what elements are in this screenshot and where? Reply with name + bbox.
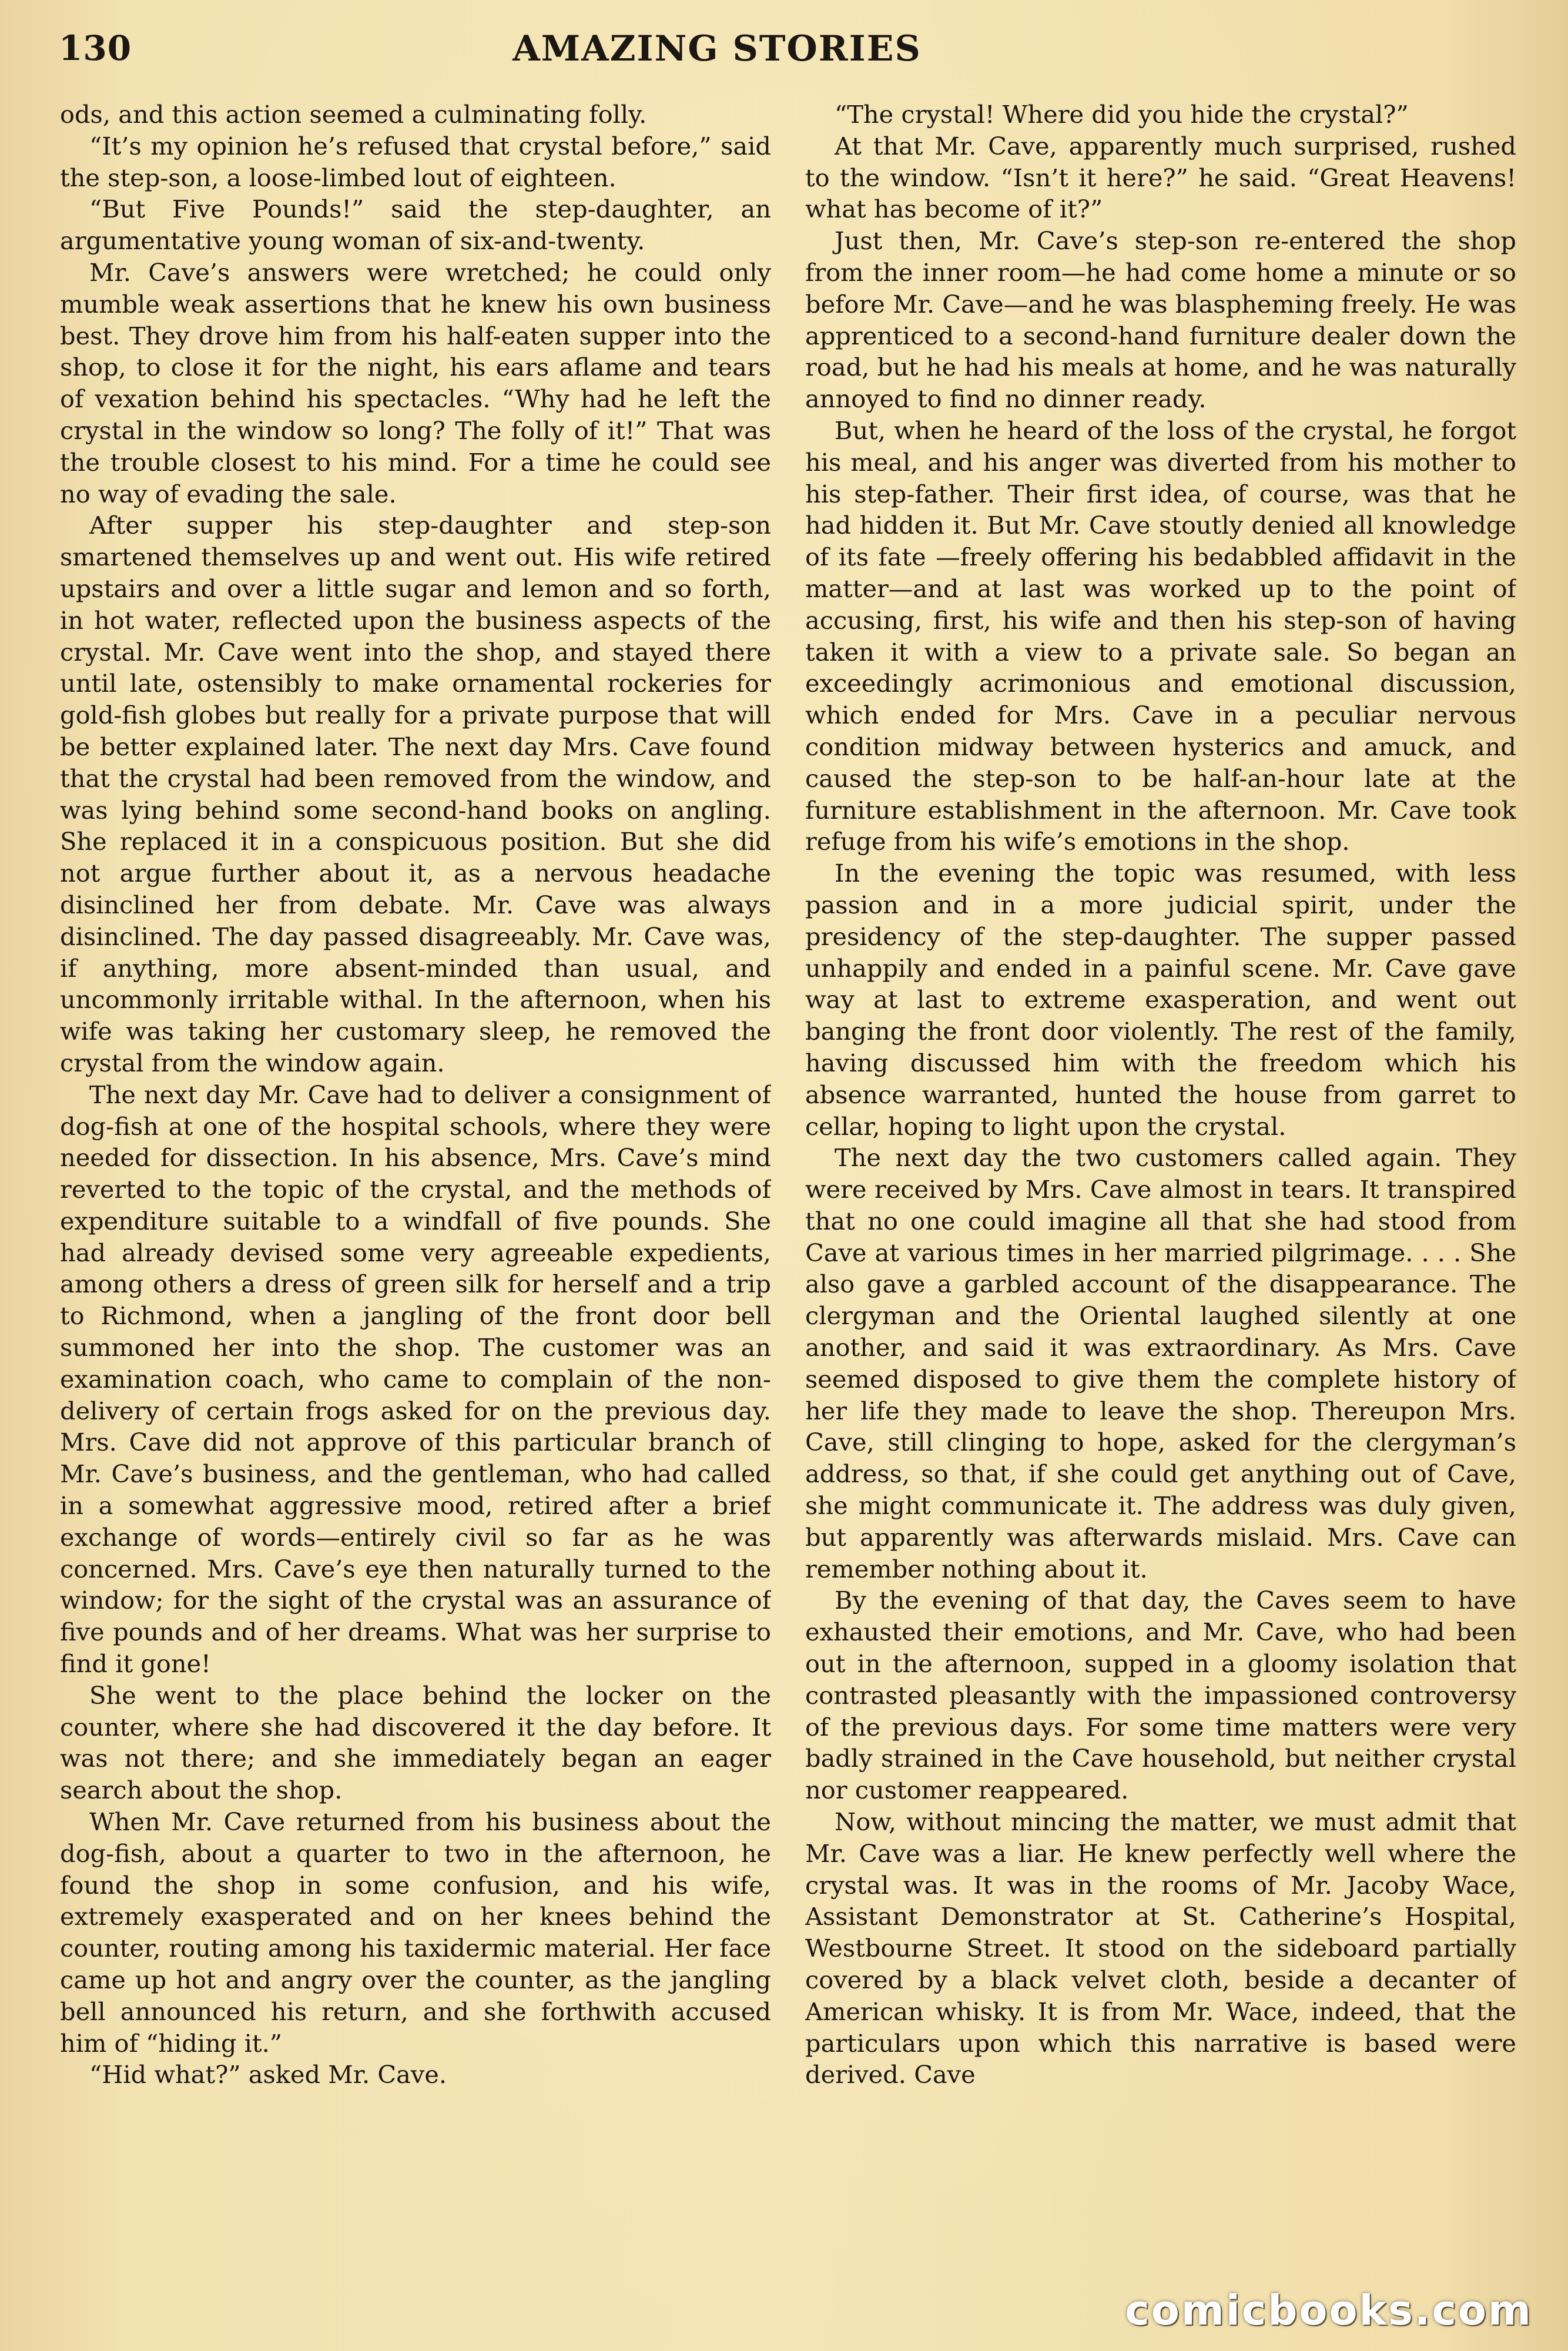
paragraph: Mr. Cave’s answers were wretched; he could only mumble weak assertions that he knew his own business best. They drove him from his half-eaten supper into the shop, to close it for the night, his ears aflame and tears of vexation behind his spectacles. “Why had he left the crystal in the window so long? The folly of it!” That was the trouble closest to his mind. For a time he could see no way of evading the sale. bbox=[60, 257, 771, 508]
page-number: 130 bbox=[59, 28, 132, 68]
paragraph: In the evening the topic was resumed, with less passion and in a more judicial spirit, under the presidency of the step-daughter. The supper passed unhappily and ended in a painful scene. Mr. Cave gave way at last to extreme exasperation, and went out banging the front door violently. The rest of the family, having discussed him with the freedom which his absence warranted, hunted the house from garret to cellar, hoping to light upon the crystal. bbox=[805, 859, 1516, 1141]
paragraph: “But Five Pounds!” said the step-daughter, an argumentative young woman of six-and-twenty. bbox=[60, 195, 771, 256]
paragraph: “It’s my opinion he’s refused that crystal before,” said the step-son, a loose-limbed lout of eighteen. bbox=[60, 131, 771, 192]
page-header bbox=[59, 28, 1375, 81]
paragraph: “Hid what?” asked Mr. Cave. bbox=[89, 2060, 447, 2089]
paragraph: At that Mr. Cave, apparently much surprised, rushed to the window. “Isn’t it here?” he said. “Great Heavens! what has become of it?” bbox=[805, 131, 1516, 224]
left-column bbox=[60, 99, 771, 2285]
paragraph: The next day Mr. Cave had to deliver a consignment of dog-fish at one of the hospital schools, where they were needed for dissection. In his absence, Mrs. Cave’s mind reverted to the topic of the crystal, and the methods of expenditure suitable to a windfall of five pounds. She had already devised some very agreeable expedients, among others a dress of green silk for herself and a trip to Richmond, when a jangling of the front door bell summoned her into the shop. The customer was an examination coach, who came to complain of the non-delivery of certain frogs asked for on the previous day. Mrs. Cave did not approve of this particular branch of Mr. Cave’s business, and the gentleman, who had called in a somewhat aggressive mood, retired after a brief exchange of words—entirely civil so far as he was concerned. Mrs. Cave’s eye then naturally turned to the window; for the sight of the crystal was an assurance of five pounds and of her dreams. What was her surprise to find it gone! bbox=[60, 1080, 771, 1679]
watermark: comicbooks.com bbox=[1125, 2286, 1533, 2335]
paragraph: Just then, Mr. Cave’s step-son re-entered the shop from the inner room—he had come home a minute or so before Mr. Cave—and he was blaspheming freely. He was apprenticed to a second-hand furniture dealer down the road, but he had his meals at home, and he was naturally annoyed to find no dinner ready. bbox=[805, 226, 1516, 414]
paragraph: By the evening of that day, the Caves seem to have exhausted their emotions, and Mr. Cave, who had been out in the afternoon, supped in a gloomy isolation that contrasted pleasantly with the impassioned controversy of the previous days. For some time matters were very badly strained in the Cave household, but neither crystal nor customer reappeared. bbox=[805, 1586, 1516, 1805]
right-column bbox=[805, 99, 1516, 2285]
paragraph: The next day the two customers called again. They were received by Mrs. Cave almost in tears. It transpired that no one could imagine all that she had stood from Cave at various times in her married pilgrimage. . . . She also gave a garbled account of the disappearance. The clergyman and the Oriental laughed silently at one another, and said it was extraordinary. As Mrs. Cave seemed disposed to give them the complete history of her life they made to leave the shop. Thereupon Mrs. Cave, still clinging to hope, asked for the clergyman’s address, so that, if she could get anything out of Cave, she might communicate it. The address was duly given, but apparently was afterwards mislaid. Mrs. Cave can remember nothing about it. bbox=[805, 1143, 1516, 1583]
paragraph: “The crystal! Where did you hide the crystal?” bbox=[835, 100, 1409, 129]
paragraph: She went to the place behind the locker on the counter, where she had discovered it the day before. It was not there; and she immediately began an eager search about the shop. bbox=[60, 1680, 771, 1805]
paragraph: When Mr. Cave returned from his business about the dog-fish, about a quarter to two in the afternoon, he found the shop in some confusion, and his wife, extremely exasperated and on her knees behind the counter, routing among his taxidermic material. Her face came up hot and angry over the counter, as the jangling bell announced his return, and she forthwith accused him of “hiding it.” bbox=[60, 1807, 771, 2058]
paragraph: But, when he heard of the loss of the crystal, he forgot his meal, and his anger was diverted from his mother to his step-father. Their first idea, of course, was that he had hidden it. But Mr. Cave stoutly denied all knowledge of its fate —freely offering his bedabbled affidavit in the matter—and at last was worked up to the point of accusing, first, his wife and then his step-son of having taken it with a view to a private sale. So began an exceedingly acrimonious and emotional discussion, which ended for Mrs. Cave in a peculiar nervous condition midway between hysterics and amuck, and caused the step-son to be half-an-hour late at the furniture establishment in the afternoon. Mr. Cave took refuge from his wife’s emotions in the shop. bbox=[805, 416, 1516, 856]
running-title: AMAZING STORIES bbox=[512, 28, 922, 69]
paragraph: Now, without mincing the matter, we must admit that Mr. Cave was a liar. He knew perfectly well where the crystal was. It was in the rooms of Mr. Jacoby Wace, Assistant Demonstrator at St. Catherine’s Hospital, Westbourne Street. It stood on the sideboard partially covered by a black velvet cloth, beside a decanter of American whisky. It is from Mr. Wace, indeed, that the particulars upon which this narrative is based were derived. Cave bbox=[805, 1807, 1516, 2089]
paragraph: After supper his step-daughter and step-son smartened themselves up and went out. His wife retired upstairs and over a little sugar and lemon and so forth, in hot water, reflected upon the business aspects of the crystal. Mr. Cave went into the shop, and stayed there until late, ostensibly to make ornamental rockeries for gold-fish globes but really for a private purpose that will be better explained later. The next day Mrs. Cave found that the crystal had been removed from the window, and was lying behind some second-hand books on angling. She replaced it in a conspicuous position. But she did not argue further about it, as a nervous headache disinclined her from debate. Mr. Cave was always disinclined. The day passed disagreeably. Mr. Cave was, if anything, more absent-minded than usual, and uncommonly irritable withal. In the afternoon, when his wife was taking her customary sleep, he removed the crystal from the window again. bbox=[60, 511, 771, 1077]
paragraph: ods, and this action seemed a culminating folly. bbox=[60, 100, 647, 129]
